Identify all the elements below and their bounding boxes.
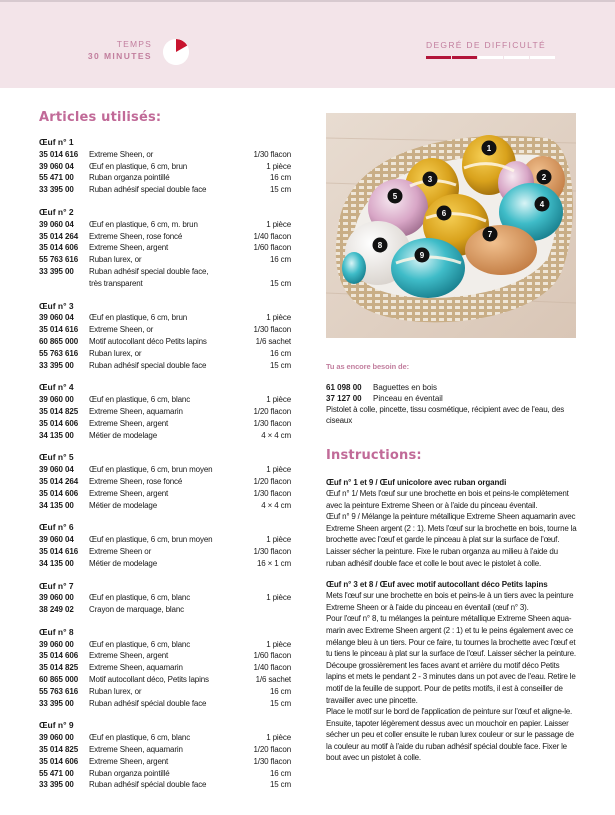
item-row — [39, 394, 291, 406]
item-qty: 16 cm — [269, 686, 291, 696]
item-qty: 1/30 flacon — [253, 325, 291, 335]
difficulty-segment — [478, 56, 503, 59]
egg-group — [39, 581, 291, 616]
item-qty: 16 cm — [269, 348, 291, 358]
item-code: 39 060 00 — [39, 395, 74, 405]
item-desc: Métier de modelage — [89, 430, 158, 440]
instruction-line: lapins et mets le pendant 2 - 3 minutes dans un pot avec de l'eau. Retire le — [326, 672, 576, 682]
item-desc: Extreme Sheen, argent — [89, 488, 169, 498]
item-qty: 1 pièce — [266, 395, 291, 405]
item-code: 33 395 00 — [39, 698, 74, 708]
item-row — [39, 254, 291, 266]
item-qty: 1/30 flacon — [253, 488, 291, 498]
item-qty: 1 pièce — [266, 733, 291, 743]
instruction-line: Ensuite, tapoter légèrement dessus avec un mouchoir en papier. Laisser — [326, 718, 569, 728]
item-qty: 15 cm — [269, 360, 291, 370]
difficulty-segment — [504, 56, 529, 59]
clock-pie-icon — [163, 39, 189, 65]
item-desc: Ruban adhésif spécial double face — [89, 698, 207, 708]
item-row — [39, 336, 291, 348]
item-code: 35 014 825 — [39, 745, 79, 755]
egg-group — [39, 452, 291, 511]
instruction-line: bout avec un pistolet à colle. — [326, 753, 421, 763]
item-row — [39, 744, 291, 756]
item-row — [39, 674, 291, 686]
item-desc: Crayon de marquage, blanc — [89, 605, 184, 615]
item-row — [39, 488, 291, 500]
item-qty: 1/20 flacon — [253, 406, 291, 416]
item-code: 39 060 00 — [39, 639, 74, 649]
item-code: 33 395 00 — [39, 185, 74, 195]
instruction-line: Laisser sécher la peinture. Fixe le ruban organza au milieu à l'aide du — [326, 546, 558, 556]
item-desc: Ruban lurex, or — [89, 348, 142, 358]
instruction-line: Œuf n° 9 / Mélange la peinture métallique Extreme Sheen aquamarin avec — [326, 512, 576, 522]
item-code: 33 395 00 — [39, 360, 74, 370]
egg-group — [39, 137, 291, 196]
item-row — [39, 592, 291, 604]
item-code: 35 014 825 — [39, 406, 79, 416]
item-desc: Ruban adhésif special double face — [89, 360, 207, 370]
item-desc: Ruban lurex, or — [89, 255, 142, 265]
svg-text:7: 7 — [487, 230, 493, 239]
difficulty-meter — [426, 56, 555, 59]
item-qty: 1/60 flacon — [253, 243, 291, 253]
item-code: 35 014 606 — [39, 243, 79, 253]
egg-group — [39, 301, 291, 372]
item-desc: Œuf en plastique, 6 cm, blanc — [89, 395, 191, 405]
item-desc: Ruban organza pointillé — [89, 768, 170, 778]
item-row — [39, 500, 291, 512]
instruction-line: ruban adhésif double face et colle le bout avec le pistolet à colle. — [326, 558, 541, 568]
item-qty: 1/20 flacon — [253, 476, 291, 486]
additional-supplies — [326, 362, 588, 426]
item-row — [39, 662, 291, 674]
supply-desc: Baguettes en bois — [373, 383, 438, 392]
instruction-block — [326, 579, 588, 764]
item-desc: Extreme Sheen, or — [89, 325, 154, 335]
item-qty: 16 cm — [269, 768, 291, 778]
item-qty: 15 cm — [269, 780, 291, 790]
instruction-line: sécher un peu et coller ensuite le ruban lurex couleur or sur le passage de — [326, 730, 574, 740]
svg-text:3: 3 — [427, 175, 433, 184]
difficulty-segment — [452, 56, 477, 59]
egg-group — [39, 382, 291, 441]
item-code: 55 471 00 — [39, 768, 74, 778]
item-code: 35 014 606 — [39, 488, 79, 498]
difficulty-segment — [426, 56, 451, 59]
item-desc: Motif autocollant déco Petits lapins — [89, 336, 207, 346]
item-qty: 1/30 flacon — [253, 546, 291, 556]
item-code: 55 763 616 — [39, 686, 79, 696]
instructions-section — [326, 448, 588, 774]
item-desc: Œuf en plastique, 6 cm, brun — [89, 161, 188, 171]
item-row — [39, 161, 291, 173]
item-desc: Métier de modelage — [89, 558, 158, 568]
instruction-line: Œuf n° 1/ Mets l'œuf sur une brochette en bois et peins-le complètement — [326, 489, 569, 498]
item-code: 39 060 04 — [39, 313, 74, 323]
item-qty: 1 pièce — [266, 639, 291, 649]
item-row — [39, 219, 291, 231]
item-code-empty — [39, 278, 89, 290]
item-code: 34 135 00 — [39, 500, 74, 510]
instruction-line: marin avec Extreme Sheen argent (2 : 1) et tu le peins également avec ce — [326, 625, 574, 635]
instruction-line: la couleur au motif à l'aide du ruban adhésif spécial double face. Fixer le — [326, 741, 567, 751]
articles-section — [39, 110, 291, 802]
item-desc: Ruban lurex, or — [89, 686, 142, 696]
egg-title: Œuf n° 9 — [39, 720, 74, 731]
instruction-line: Extreme Sheen argent (2 : 1). Mets l'œuf sur la brochette en bois, tourne la — [326, 523, 577, 533]
eggs-photo — [326, 113, 576, 338]
egg-group — [39, 627, 291, 710]
item-code: 35 014 616 — [39, 546, 79, 556]
item-desc: Extreme Sheen or — [89, 546, 152, 556]
item-qty: 1/40 flacon — [253, 663, 291, 673]
supply-extra-line: ciseaux — [326, 416, 353, 425]
item-row — [39, 756, 291, 768]
item-qty: 1/30 flacon — [253, 756, 291, 766]
item-qty: 16 cm — [269, 173, 291, 183]
instruction-line: brochette avec l'œuf et garde le pinceau à plat sur la surface de l'œuf. — [326, 535, 560, 545]
item-row — [39, 231, 291, 243]
egg-group — [39, 207, 291, 290]
item-qty: 16 cm — [269, 255, 291, 265]
svg-text:2: 2 — [541, 173, 547, 182]
item-code: 38 249 02 — [39, 605, 74, 615]
item-row — [39, 242, 291, 254]
item-desc: Extreme Sheen, aquamarin — [89, 745, 183, 755]
egg-title: Œuf n° 2 — [39, 206, 74, 217]
egg-title: Œuf n° 7 — [39, 580, 74, 591]
item-qty: 1 pièce — [266, 535, 291, 545]
item-row — [39, 406, 291, 418]
item-code: 35 014 616 — [39, 149, 79, 159]
instruction-line: Découpe grossièrement les faces avant et arrière du motif déco Petits — [326, 660, 560, 670]
item-code: 35 014 616 — [39, 325, 79, 335]
item-qty: 4 × 4 cm — [261, 430, 291, 440]
instruction-line: Extreme Sheen or à l'aide du pinceau en éventail (œuf n° 3). — [326, 602, 529, 612]
item-row — [39, 184, 291, 196]
item-qty: 1/30 flacon — [253, 149, 291, 159]
item-code: 33 395 00 — [39, 266, 74, 276]
supply-desc: Pinceau en éventail — [373, 393, 443, 403]
instruction-line: Mets l'œuf sur une brochette en bois et peins-le à un tiers avec la peinture — [326, 591, 574, 601]
item-qty: 15 cm — [269, 185, 291, 195]
item-desc: Œuf en plastique, 6 cm, blanc — [89, 733, 191, 743]
egg-group — [39, 522, 291, 569]
svg-text:4: 4 — [539, 200, 545, 209]
item-desc: Œuf en plastique, 6 cm, brun moyen — [89, 535, 213, 545]
instruction-blocks — [326, 477, 588, 764]
item-code: 35 014 606 — [39, 418, 79, 428]
instruction-line: mélange bleu à un tiers. Pour ce faire, tu tournes la brochette avec l'œuf et — [326, 637, 576, 647]
instruction-block — [326, 477, 588, 569]
item-row — [39, 546, 291, 558]
egg-title: Œuf n° 4 — [39, 382, 74, 393]
item-row — [39, 464, 291, 476]
item-qty: 1/60 flacon — [253, 651, 291, 661]
item-row — [39, 418, 291, 430]
item-row — [39, 360, 291, 372]
egg-title: Œuf n° 6 — [39, 522, 74, 533]
item-row — [39, 324, 291, 336]
item-code: 35 014 606 — [39, 651, 79, 661]
item-desc: Extreme Sheen, aquamarin — [89, 663, 183, 673]
item-code: 39 060 04 — [39, 465, 74, 475]
item-code: 35 014 264 — [39, 476, 79, 486]
egg-title: Œuf n° 5 — [39, 452, 74, 463]
svg-text:6: 6 — [441, 209, 447, 218]
item-desc: Œuf en plastique, 6 cm, m. brun — [89, 219, 198, 229]
difficulty-block — [426, 40, 555, 59]
item-row — [39, 639, 291, 651]
item-row — [39, 149, 291, 161]
item-row — [39, 698, 291, 710]
item-desc: Extreme Sheen, argent — [89, 418, 169, 428]
time-value: 30 MINUTES — [87, 51, 152, 61]
difficulty-label: DEGRÉ DE DIFFICULTÉ — [426, 40, 546, 50]
item-desc: Œuf en plastique, 6 cm, blanc — [89, 593, 191, 603]
instruction-line: travailler avec une pincette. — [326, 695, 418, 705]
item-qty: 4 × 4 cm — [261, 500, 291, 510]
instruction-line: motif de la feuille de support. Pour de petits motifs, il est à conseiller de — [326, 683, 563, 693]
item-row — [39, 534, 291, 546]
item-qty: 1/40 flacon — [253, 231, 291, 241]
item-row-continued — [39, 278, 291, 290]
item-desc: très transparent — [89, 278, 143, 288]
item-row — [39, 430, 291, 442]
item-qty: 1 pièce — [266, 593, 291, 603]
item-qty: 15 cm — [269, 278, 291, 288]
egg-title: Œuf n° 1 — [39, 137, 74, 147]
item-qty: 16 × 1 cm — [256, 558, 291, 568]
item-row — [39, 312, 291, 324]
item-code: 60 865 000 — [39, 336, 79, 346]
item-code: 55 763 616 — [39, 348, 79, 358]
item-row — [39, 604, 291, 616]
item-desc: Ruban adhésif spécial double face — [89, 780, 207, 790]
instruction-line: Pour l'œuf n° 8, tu mélanges la peinture métallique Extreme Sheen aqua- — [326, 614, 572, 624]
instruction-line: tu tiens le pinceau à plat sur la surface de l'œuf. Laisser sécher la peinture. — [326, 649, 576, 659]
instruction-line: avec la peinture Extreme Sheen or à l'aide du pinceau éventail. — [326, 500, 538, 510]
item-row — [39, 266, 291, 278]
item-qty: 1 pièce — [266, 161, 291, 171]
item-code: 39 060 04 — [39, 161, 74, 171]
item-code: 35 014 825 — [39, 663, 79, 673]
item-code: 35 014 606 — [39, 756, 79, 766]
item-qty: 1 pièce — [266, 465, 291, 475]
item-desc: Ruban organza pointillé — [89, 173, 170, 183]
supply-code: 61 098 00 — [326, 383, 362, 392]
item-qty: 1/30 flacon — [253, 418, 291, 428]
item-desc: Extreme Sheen, argent — [89, 756, 169, 766]
instruction-line: Place le motif sur le bord de l'application de peinture sur l'œuf et aligne-le. — [326, 707, 573, 717]
item-code: 35 014 264 — [39, 231, 79, 241]
supply-row — [326, 383, 588, 394]
item-desc: Extreme Sheen, or — [89, 149, 154, 159]
svg-text:1: 1 — [486, 144, 492, 153]
item-code: 34 135 00 — [39, 558, 74, 568]
item-desc: Œuf en plastique, 6 cm, brun — [89, 313, 188, 323]
instruction-title: Œuf n° 3 et 8 / Œuf avec motif autocollant déco Petits lapins — [326, 580, 548, 590]
supply-code: 37 127 00 — [326, 393, 362, 403]
item-desc: Extreme Sheen, argent — [89, 651, 169, 661]
item-qty: 1 pièce — [266, 219, 291, 229]
item-row — [39, 779, 291, 791]
item-row — [39, 650, 291, 662]
item-row — [39, 348, 291, 360]
instruction-title: Œuf n° 1 et 9 / Œuf unicolore avec ruban organdi — [326, 478, 507, 487]
item-code: 33 395 00 — [39, 780, 74, 790]
item-row — [39, 768, 291, 780]
supply-row — [326, 394, 588, 405]
item-desc: Métier de modelage — [89, 500, 158, 510]
item-desc: Extreme Sheen, rose foncé — [89, 231, 183, 241]
item-qty: 1 pièce — [266, 313, 291, 323]
time-block — [88, 39, 152, 61]
item-desc: Ruban adhésif special double face, — [89, 266, 209, 276]
time-label: TEMPS — [116, 39, 152, 49]
supplies-title: Tu as encore besoin de: — [326, 362, 409, 371]
header-band — [0, 2, 615, 88]
item-desc: Œuf en plastique, 6 cm, blanc — [89, 639, 191, 649]
item-row — [39, 732, 291, 744]
item-code: 39 060 04 — [39, 535, 74, 545]
egg-group — [39, 720, 291, 791]
svg-text:9: 9 — [419, 251, 425, 260]
item-desc: Ruban adhésif special double face — [89, 185, 207, 195]
item-desc: Extreme Sheen, aquamarin — [89, 406, 183, 416]
item-code: 39 060 00 — [39, 733, 74, 743]
difficulty-segment — [530, 56, 555, 59]
articles-title: Articles utilisés: — [39, 110, 162, 125]
item-desc: Extreme Sheen, rose foncé — [89, 476, 183, 486]
item-row — [39, 558, 291, 570]
item-desc: Extreme Sheen, argent — [89, 243, 169, 253]
item-code: 34 135 00 — [39, 430, 74, 440]
instructions-title: Instructions: — [326, 448, 422, 463]
egg-title: Œuf n° 8 — [39, 626, 74, 637]
egg-title: Œuf n° 3 — [39, 300, 74, 311]
item-row — [39, 686, 291, 698]
item-desc: Motif autocollant déco, Petits lapins — [89, 675, 209, 685]
item-code: 55 471 00 — [39, 173, 74, 183]
item-row — [39, 476, 291, 488]
item-qty: 15 cm — [269, 698, 291, 708]
item-code: 60 865 000 — [39, 675, 79, 685]
svg-text:8: 8 — [377, 241, 383, 250]
item-row — [39, 172, 291, 184]
item-qty: 1/20 flacon — [253, 745, 291, 755]
supply-extra-line: Pistolet à colle, pincette, tissu cosmétique, récipient avec de l'eau, des — [326, 405, 565, 414]
item-qty: 1/6 sachet — [255, 336, 291, 346]
item-code: 55 763 616 — [39, 255, 79, 265]
item-qty: 1/6 sachet — [255, 675, 291, 685]
egg-list — [39, 137, 291, 791]
item-code: 39 060 00 — [39, 593, 74, 603]
item-desc: Œuf en plastique, 6 cm, brun moyen — [89, 465, 213, 475]
svg-text:5: 5 — [392, 192, 398, 201]
item-code: 39 060 04 — [39, 219, 74, 229]
